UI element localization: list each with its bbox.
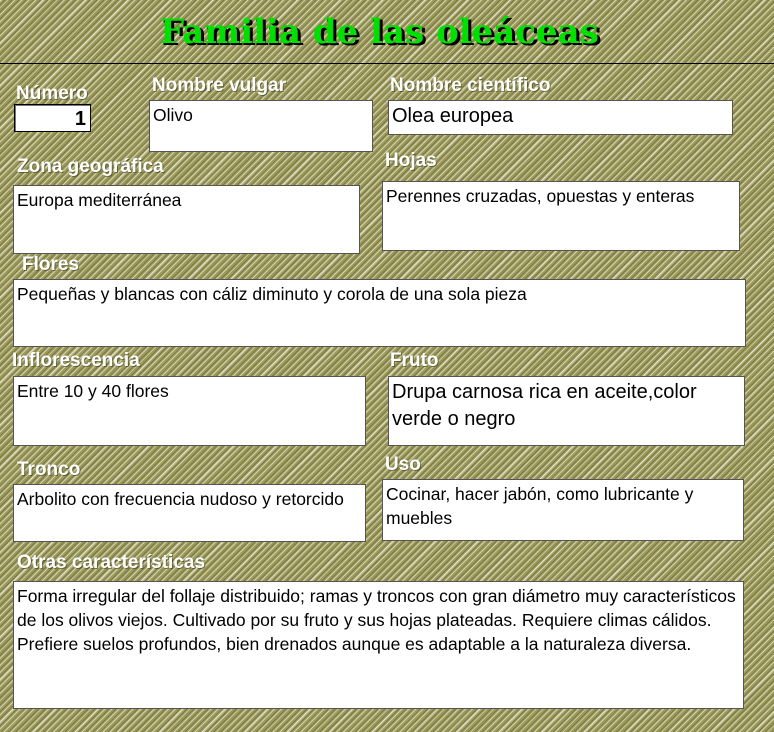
page-title: Familia de las oleáceas (160, 12, 599, 52)
fruto-label: Fruto (390, 350, 439, 371)
inflorescencia-label: Inflorescencia (12, 350, 140, 371)
numero-label: Número (16, 83, 88, 104)
title-divider (0, 63, 774, 64)
numero-field[interactable]: 1 (14, 104, 91, 132)
uso-field[interactable]: Cocinar, hacer jabón, como lubricante y muebles (382, 479, 744, 541)
nombre-vulgar-label: Nombre vulgar (152, 75, 287, 96)
tronco-label: Tronco (17, 459, 81, 480)
uso-label: Uso (385, 454, 421, 475)
fruto-field[interactable]: Drupa carnosa rica en aceite,color verde o negro (388, 376, 745, 446)
flores-label: Flores (22, 254, 80, 275)
nombre-vulgar-field[interactable]: Olivo (149, 100, 373, 152)
zona-geografica-label: Zona geográfica (17, 156, 164, 177)
otras-caracteristicas-field[interactable]: Forma irregular del follaje distribuido; ramas y troncos con gran diámetro muy característicos de los olivos viejos. Cultivado por su fruto y sus hojas plateadas. Requiere climas cálidos. Prefiere suelos profundos, bien drenados aunque es adaptable a la naturaleza diversa. (13, 581, 744, 709)
hojas-label: Hojas (385, 150, 437, 171)
otras-caracteristicas-label: Otras características (17, 552, 206, 573)
nombre-cientifico-label: Nombre científico (390, 75, 551, 96)
tronco-field[interactable]: Arbolito con frecuencia nudoso y retorcido (13, 484, 366, 542)
hojas-field[interactable]: Perennes cruzadas, opuestas y enteras (382, 181, 740, 251)
inflorescencia-field[interactable]: Entre 10 y 40 flores (13, 376, 366, 446)
zona-geografica-field[interactable]: Europa mediterránea (13, 185, 360, 254)
nombre-cientifico-field[interactable]: Olea europea (388, 100, 733, 135)
flores-field[interactable]: Pequeñas y blancas con cáliz diminuto y corola de una sola pieza (13, 279, 746, 347)
